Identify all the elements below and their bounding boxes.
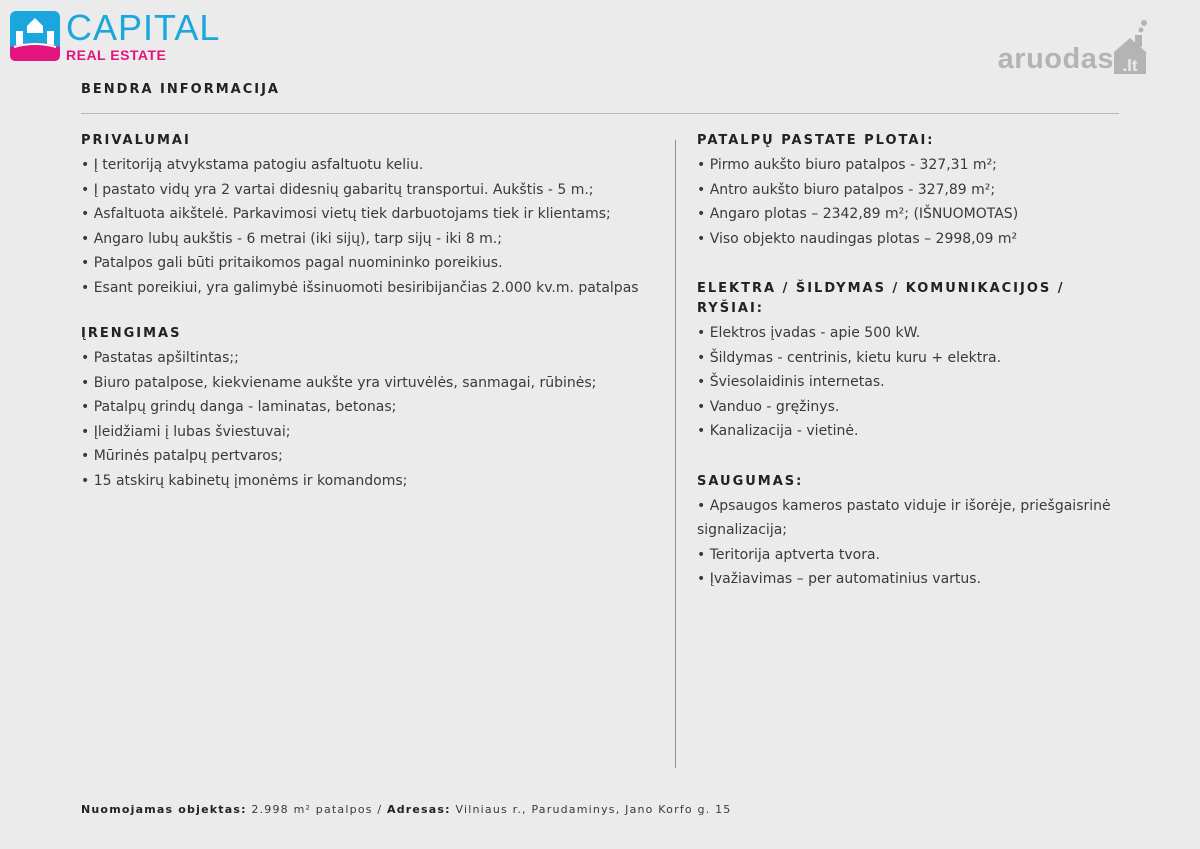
address-value: Vilniaus r., Parudaminys, Jano Korfo g. 15 bbox=[455, 803, 732, 816]
section-heading: SAUGUMAS: bbox=[697, 473, 804, 489]
section-heading: ELEKTRA / ŠILDYMAS / KOMUNIKACIJOS / RYŠIAI: bbox=[697, 281, 1065, 316]
saugumas-section bbox=[697, 472, 1127, 592]
address-label: Adresas: bbox=[386, 803, 451, 816]
section-heading: PRIVALUMAI bbox=[81, 133, 191, 148]
list-item: • Į pastato vidų yra 2 vartai didesnių gabaritų transportui. Aukštis - 5 m.; bbox=[81, 181, 594, 198]
plotai-section bbox=[697, 131, 1127, 251]
capital-logo bbox=[10, 7, 221, 63]
list-item: • Mūrinės patalpų pertvaros; bbox=[81, 448, 283, 464]
footer-note bbox=[81, 803, 732, 816]
section-heading: ĮRENGIMAS bbox=[81, 326, 182, 341]
brand-title: CAPITAL bbox=[66, 7, 221, 48]
komunikacijos-section bbox=[697, 279, 1127, 444]
list-item: • Angaro lubų aukštis - 6 metrai (iki sijų), tarp sijų - iki 8 m.; bbox=[81, 230, 502, 247]
aruodas-tld: .lt bbox=[1122, 56, 1138, 75]
list-item: signalizacija; bbox=[697, 522, 788, 538]
list-item: • Pastatas apšiltintas;; bbox=[81, 350, 239, 366]
list-item: • Šildymas - centrinis, kietu kuru + elektra. bbox=[697, 349, 1002, 366]
list-item: • Įvažiavimas – per automatinius vartus. bbox=[697, 571, 982, 587]
right-column bbox=[697, 131, 1127, 620]
capital-logo-icon bbox=[10, 11, 60, 61]
list-item: • 15 atskirų kabinetų įmonėms ir komandoms; bbox=[81, 472, 408, 489]
list-item: • Vanduo - gręžinys. bbox=[697, 398, 840, 415]
list-item: • Patalpų grindų danga - laminatas, betonas; bbox=[81, 399, 397, 415]
list-item: • Į teritoriją atvykstama patogiu asfaltuotu keliu. bbox=[81, 157, 424, 173]
object-label: Nuomojamas objektas: bbox=[81, 803, 247, 816]
list-item: • Patalpos gali būti pritaikomos pagal nuomininko poreikius. bbox=[81, 255, 503, 271]
list-item: • Kanalizacija - vietinė. bbox=[697, 423, 859, 439]
list-item: • Asfaltuota aikštelė. Parkavimosi vietų tiek darbuotojams tiek ir klientams; bbox=[81, 206, 611, 222]
aruodas-name: aruodas bbox=[997, 43, 1114, 75]
horizontal-divider bbox=[81, 113, 1119, 114]
aruodas-logo bbox=[998, 18, 1150, 76]
list-item: • Viso objekto naudingas plotas – 2998,09 m² bbox=[697, 230, 1018, 247]
list-item: • Įleidžiami į lubas šviestuvai; bbox=[81, 423, 291, 440]
list-item: • Esant poreikiui, yra galimybė išsinuomoti besiribijančias 2.000 kv.m. patalpas bbox=[81, 279, 639, 296]
list-item: • Šviesolaidinis internetas. bbox=[697, 374, 885, 390]
list-item: • Pirmo aukšto biuro patalpos - 327,31 m²; bbox=[697, 157, 997, 173]
list-item: • Angaro plotas – 2342,89 m²; (IŠNUOMOTAS) bbox=[697, 206, 1019, 222]
list-item: • Biuro patalpose, kiekviename aukšte yra virtuvėlės, sanmagai, rūbinės; bbox=[81, 374, 597, 391]
left-column bbox=[81, 131, 661, 517]
vertical-divider bbox=[675, 140, 676, 768]
list-item: • Elektros įvadas - apie 500 kW. bbox=[697, 325, 921, 341]
list-item: • Antro aukšto biuro patalpos - 327,89 m²; bbox=[697, 181, 996, 198]
brand-subtitle: REAL ESTATE bbox=[66, 47, 167, 63]
privalumai-section bbox=[81, 131, 661, 300]
page-title: BENDRA INFORMACIJA bbox=[81, 82, 280, 97]
irengimas-section bbox=[81, 324, 661, 493]
object-value: 2.998 m² patalpos / bbox=[251, 803, 383, 816]
section-heading: PATALPŲ PASTATE PLOTAI: bbox=[697, 133, 935, 148]
list-item: • Teritorija aptverta tvora. bbox=[697, 546, 881, 563]
list-item: • Apsaugos kameros pastato viduje ir išorėje, priešgaisrinė bbox=[697, 497, 1111, 514]
house-icon bbox=[1110, 18, 1150, 76]
